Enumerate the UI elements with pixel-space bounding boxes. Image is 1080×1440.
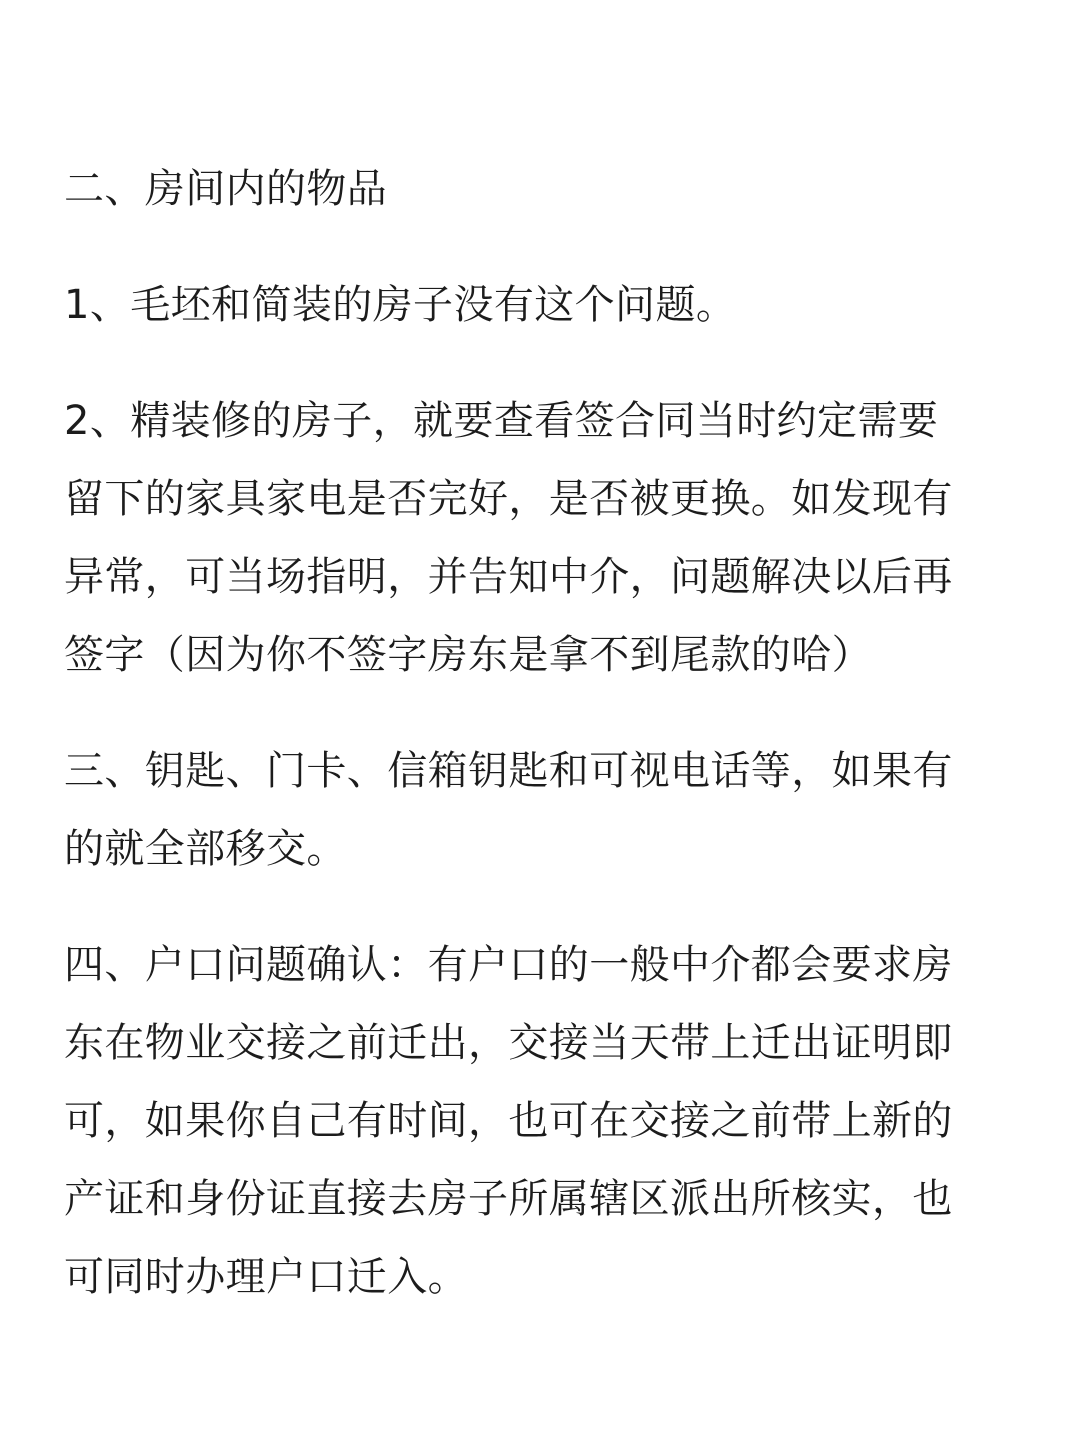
text-line: 可，如果你自己有时间，也可在交接之前带上新的: [64, 1098, 953, 1144]
text-line: 产证和身份证直接去房子所属辖区派出所核实，也: [64, 1176, 953, 1222]
text-line: 签字（因为你不签字房东是拿不到尾款的哈）: [64, 632, 872, 678]
paragraph-gap: [64, 344, 1016, 382]
text-line: 1、毛坯和简装的房子没有这个问题。: [64, 282, 737, 328]
text-line: 异常，可当场指明，并告知中介，问题解决以后再: [64, 554, 953, 600]
text-line: 东在物业交接之前迁出，交接当天带上迁出证明即: [64, 1020, 953, 1066]
text-line: 留下的家具家电是否完好，是否被更换。如发现有: [64, 476, 953, 522]
paragraph-gap: [64, 228, 1016, 266]
document-body: [64, 150, 1016, 1316]
text-line: 2、精装修的房子，就要查看签合同当时约定需要: [64, 398, 939, 444]
list-item-rough-house: [64, 266, 1016, 344]
text-line: 四、户口问题确认：有户口的一般中介都会要求房: [64, 942, 953, 988]
list-item-furnished-house: [64, 382, 1016, 694]
text-line: 可同时办理户口迁入。: [64, 1254, 468, 1300]
paragraph-gap: [64, 888, 1016, 926]
section-heading-hukou: [64, 926, 1016, 1316]
text-line: 二、房间内的物品: [64, 166, 388, 212]
section-heading-keys: [64, 732, 1016, 888]
text-line: 三、钥匙、门卡、信箱钥匙和可视电话等，如果有: [64, 748, 953, 794]
section-heading-rooms: [64, 150, 1016, 228]
paragraph-gap: [64, 694, 1016, 732]
text-line: 的就全部移交。: [64, 826, 347, 872]
